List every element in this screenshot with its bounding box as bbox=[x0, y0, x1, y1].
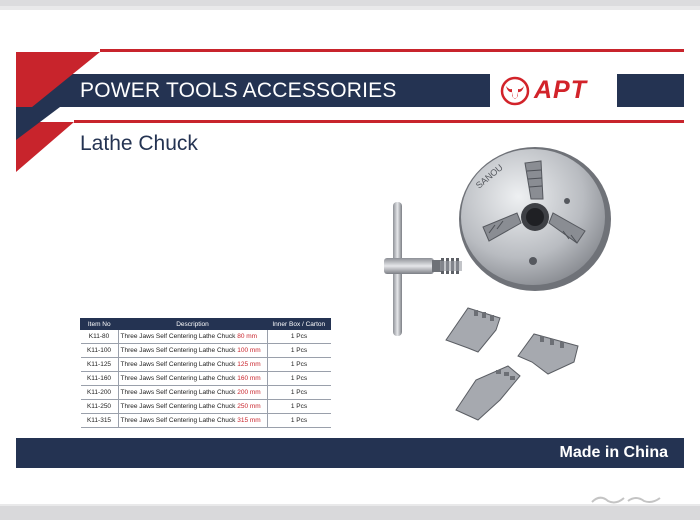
description: Three Jaws Self Centering Lathe Chuck 315 mm bbox=[118, 414, 267, 428]
item-no: K11-100 bbox=[81, 344, 119, 358]
description: Three Jaws Self Centering Lathe Chuck 100 mm bbox=[118, 344, 267, 358]
watermark-logo bbox=[588, 492, 668, 509]
quantity: 1 Pcs bbox=[267, 400, 331, 414]
quantity: 1 Pcs bbox=[267, 344, 331, 358]
bull-head-icon bbox=[500, 76, 530, 106]
lathe-chuck-image bbox=[455, 143, 615, 293]
table-row bbox=[81, 414, 331, 428]
description: Three Jaws Self Centering Lathe Chuck 80 mm bbox=[118, 330, 267, 344]
item-no: K11-160 bbox=[81, 372, 119, 386]
quantity: 1 Pcs bbox=[267, 386, 331, 400]
description: Three Jaws Self Centering Lathe Chuck 160 mm bbox=[118, 372, 267, 386]
item-no: K11-125 bbox=[81, 358, 119, 372]
page-title: POWER TOOLS ACCESSORIES bbox=[80, 79, 397, 102]
brand-name: APT bbox=[534, 76, 587, 104]
chuck-jaws-image bbox=[438, 300, 588, 430]
item-no: K11-250 bbox=[81, 400, 119, 414]
description: Three Jaws Self Centering Lathe Chuck 250 mm bbox=[118, 400, 267, 414]
item-no: K11-200 bbox=[81, 386, 119, 400]
item-no: K11-80 bbox=[81, 330, 119, 344]
quantity: 1 Pcs bbox=[267, 330, 331, 344]
quantity: 1 Pcs bbox=[267, 414, 331, 428]
description: Three Jaws Self Centering Lathe Chuck 125 mm bbox=[118, 358, 267, 372]
table-row bbox=[81, 372, 331, 386]
header-inner-box: Inner Box / Carton bbox=[267, 319, 331, 330]
table-row bbox=[81, 400, 331, 414]
footer-band bbox=[16, 438, 684, 468]
description: Three Jaws Self Centering Lathe Chuck 200 mm bbox=[118, 386, 267, 400]
header-item-no: Item No bbox=[81, 319, 119, 330]
table-row bbox=[81, 330, 331, 344]
brand-logo bbox=[500, 74, 610, 108]
table-row bbox=[81, 386, 331, 400]
table-header-row bbox=[81, 319, 331, 330]
spec-table bbox=[80, 318, 331, 428]
product-category-title: Lathe Chuck bbox=[80, 132, 198, 155]
table-row bbox=[81, 358, 331, 372]
table-row bbox=[81, 344, 331, 358]
quantity: 1 Pcs bbox=[267, 358, 331, 372]
watermark-icon bbox=[588, 492, 668, 506]
chuck-brand-label: SANOU bbox=[473, 162, 505, 191]
quantity: 1 Pcs bbox=[267, 372, 331, 386]
item-no: K11-315 bbox=[81, 414, 119, 428]
origin-label: Made in China bbox=[559, 444, 668, 461]
header-description: Description bbox=[118, 319, 267, 330]
